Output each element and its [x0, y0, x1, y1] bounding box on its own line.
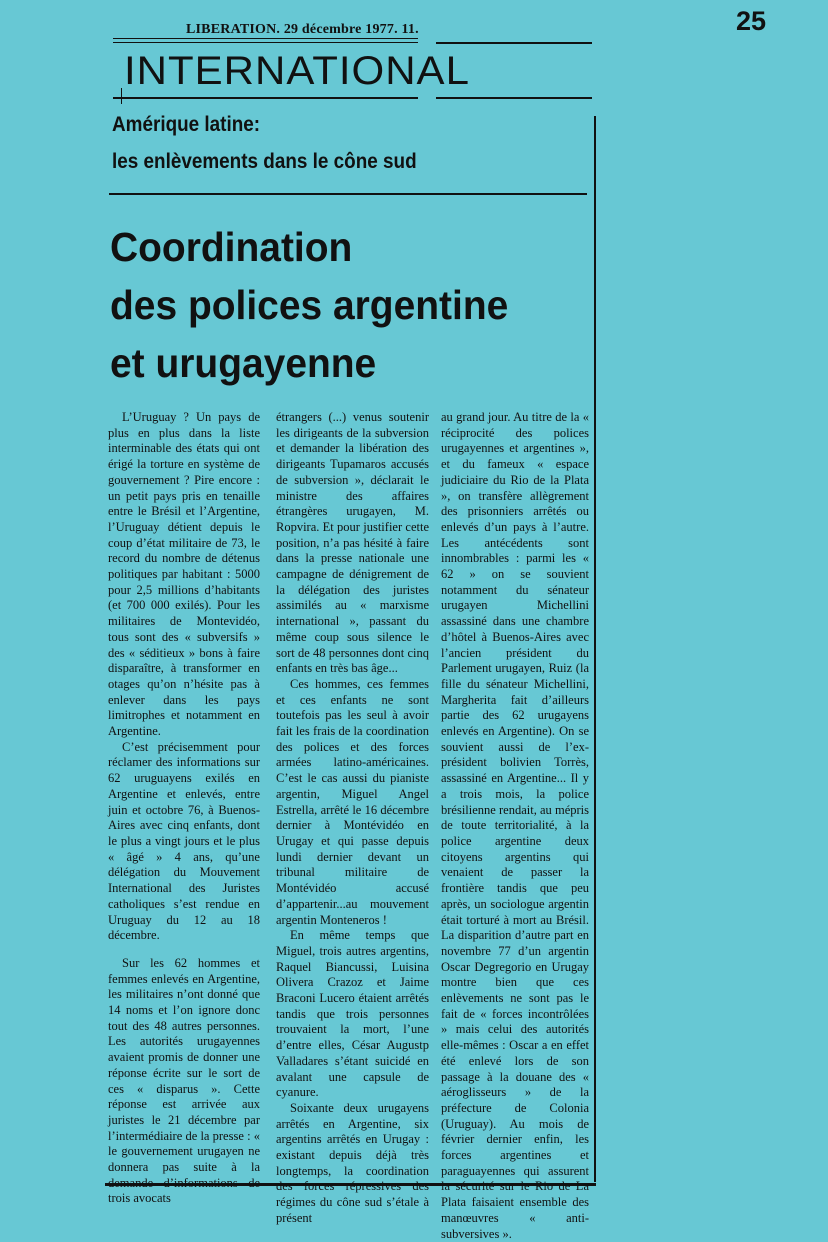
section-rule-right	[436, 97, 592, 99]
paragraph: au grand jour. Au titre de la « réciprocité des polices urugayennes et argentines », et du fameux « espace judiciaire du Rio de la Plata », on transfère allègrement des prisonniers arrêtés ou enlevés d’un pays à l’autre. Les antécédents sont innombrables : parmi les « 62 » on se souvient notamment du sénateur urugayen Michellini assassiné dans une chambre d’hôtel à Buenos-Aires avec l’ancien président du Parlement urugayen, Ruiz (la fille du sénateur Michellini, Margherita fait d’ailleurs partie des 62 urugayens enlevés en Argentine). On se souvient aussi de l’ex-président bolivien Torrès, assassiné en Argentine... Il y a trois mois, la police brésilienne rendait, au mépris de toute territorialité, à la police argentine deux citoyens argentins qui venaient de passer la frontière tandis que peu après, un sociologue argentin était torturé à mort au Brésil. La disparition d’autre part en novembre 77 d’un argentin Oscar Degregorio en Urugay montre bien que ces enlèvements ne sont pas le fait de « forces incontrôlées » mais celui des autorités elle-mêmes : Oscar a en effet été enlevé lors de son passage à la douane des « aéroglisseurs » de la préfecture de Colonia (Uruguay). Au mois de février dernier enfin, les forces argentines et paraguayennes qui assurent la sécurité sur le Rio de La Plata faisaient ensemble des manœuvres « anti-subversives ».	[441, 410, 589, 1241]
kicker-line-1: Amérique latine:	[112, 113, 261, 136]
masthead: LIBERATION. 29 décembre 1977. 11.	[186, 22, 419, 37]
paragraph: Ces hommes, ces femmes et ces enfants ne sont toutefois pas les seul à avoir fait les frais de la coordination des polices et des forces armées latino-américaines. C’est le cas aussi du pianiste argentin, Miguel Angel Estrella, arrêté le 16 décembre dernier à Montévidéo en Urugay et qui passe depuis lundi dernier devant un tribunal militaire de Montévidéo accusé d’appartenir...au mouvement argentin Monteneros !	[276, 676, 429, 927]
section-tick	[121, 88, 122, 104]
article-column-3	[441, 410, 589, 1242]
paragraph: En même temps que Miguel, trois autres argentins, Raquel Biancussi, Luisina Olivera Crazoz et Jaime Braconi Lucero étaient arrêtés tandis que trois personnes trouvaient la mort, l’une d’entre elles, César Augustp Valladares s’étant suicidé en avalant une capsule de cyanure.	[276, 928, 429, 1100]
paragraph: C’est précisemment pour réclamer des informations sur 62 uruguayens exilés en Argentine et enlevés, entre juin et octobre 76, à Buenos-Aires avec cinq enfants, dont le plus a vingt jours et le plus « âgé » 4 ans, qu’une délégation du Mouvement International des Juristes catholiques s’est rendue en Uruguay du 12 au 18 décembre.	[108, 739, 260, 943]
headline-line-1: Coordination	[110, 224, 353, 270]
kicker-rule	[109, 193, 587, 195]
kicker-line-2: les enlèvements dans le cône sud	[112, 150, 417, 173]
headline-line-3: et urugayenne	[110, 340, 377, 386]
headline-line-2: des polices argentine	[110, 282, 509, 328]
paragraph: Sur les 62 hommes et femmes enlevés en Argentine, les militaires n’ont donné que 14 noms et l’on ignore donc tout des 48 autres personnes. Les autorités urugayennes avaient promis de donner une réponse écrite sur le sort de ces « disparus ». Cette réponse est arrivée aux juristes le 21 décembre par l’intermédiaire de la presse : « le gouvernement urugayen ne donnera pas suite à la demande d’informations de trois avocats	[108, 955, 260, 1206]
paragraph: étrangers (...) venus soutenir les dirigeants de la subversion et demander la libération des dirigeants Tupamaros accusés de subversion », déclarait le ministre des affaires étrangères urugayen, M. Ropvira. Et pour justifier cette position, n’a pas hésité à faire dans la presse nationale une campagne de dénigrement de la délégation des juristes assimilés au « marxisme international », passant du même coup sous silence le sort de 48 personnes dont cinq enfants en très bas âge...	[276, 410, 429, 676]
paragraph: Soixante deux urugayens arrêtés en Argentine, six argentins arrêtés en Urugay : existant depuis déjà très longtemps, la coordination des forces répressives des régimes du cône sud s’étale à présent	[276, 1100, 429, 1225]
headline	[110, 218, 557, 392]
paragraph: L’Uruguay ? Un pays de plus en plus dans la liste interminable des états qui ont érigé la torture en système de gouvernement ? Pire encore : un petit pays pris en tenaille entre le Brésil et l’Argentine, l’Uruguay détient depuis le coup d’état militaire de 73, le record du nombre de détenus politiques par habitant : 5000 pour 2,5 millions d’habitants (et 700 000 exilés). Pour les militaires de Montevidéo, tous sont des « subversifs » des « séditieux » bons à faire disparaître, à transformer en otages qu’on n’hésite pas à enlever dans les pays limitrophes et notamment en Argentine.	[108, 410, 260, 739]
article-column-2	[276, 410, 429, 1227]
masthead-rule-top	[113, 38, 418, 39]
article-column-1	[108, 410, 260, 1207]
section-rule-bottom	[113, 97, 418, 99]
vertical-rule-right	[594, 116, 596, 1182]
section-title: INTERNATIONAL	[124, 48, 470, 93]
page-number: 25	[736, 6, 767, 36]
masthead-rule-right	[436, 42, 592, 44]
masthead-rule-left	[113, 42, 418, 43]
